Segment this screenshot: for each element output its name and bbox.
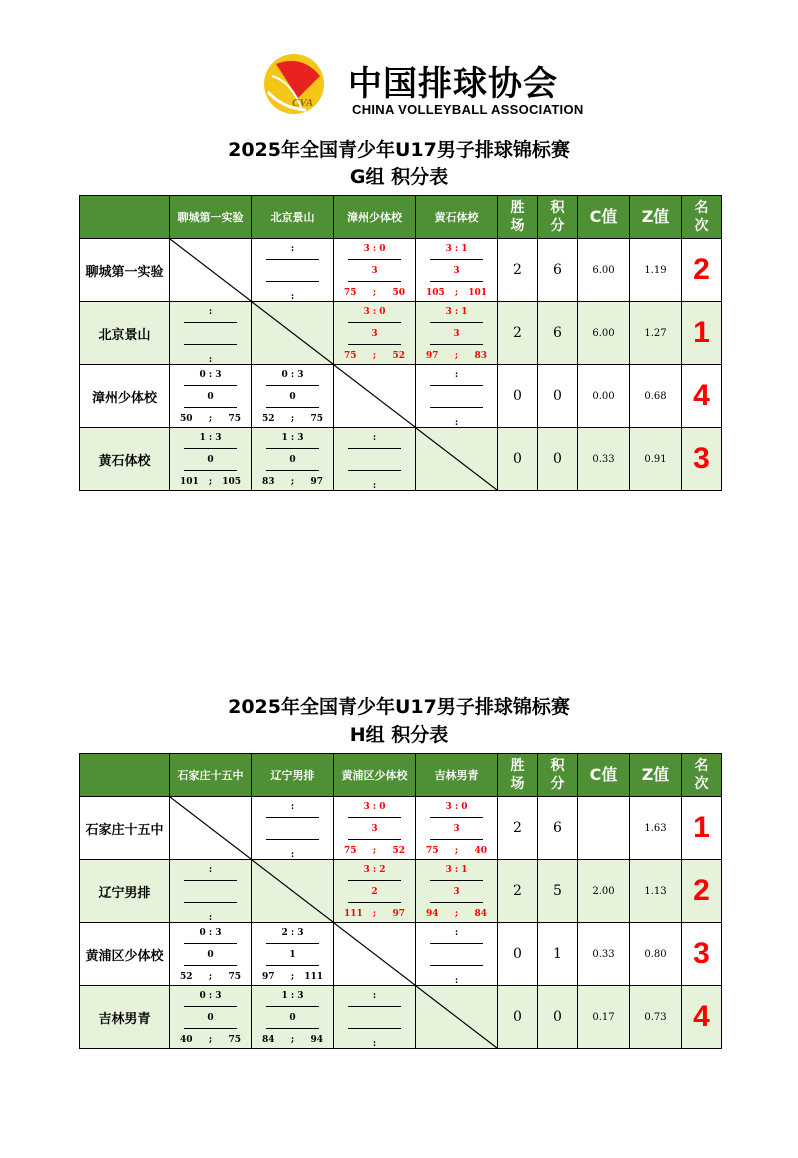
rank-header: 名次 bbox=[682, 196, 722, 239]
match-score bbox=[416, 923, 497, 985]
diagonal-line bbox=[170, 797, 251, 859]
match-rally-points: 101 ; 105 bbox=[180, 477, 241, 487]
points-value: 6 bbox=[538, 797, 578, 860]
group-g-standings-table bbox=[79, 195, 722, 491]
table-row bbox=[80, 797, 722, 860]
match-set-score: 2 : 3 bbox=[281, 928, 304, 938]
match-set-score: 0 : 3 bbox=[199, 928, 222, 938]
wins-value: 2 bbox=[498, 860, 538, 923]
c-value-header: C值 bbox=[578, 754, 630, 797]
match-rally-points: 83 ; 97 bbox=[262, 477, 323, 487]
z-value: 0.80 bbox=[630, 923, 682, 986]
match-result-cell bbox=[252, 923, 334, 986]
rank-value: 4 bbox=[682, 365, 722, 428]
match-result-cell bbox=[252, 365, 334, 428]
match-set-score: 3 : 0 bbox=[363, 244, 386, 254]
match-set-score: : bbox=[372, 991, 377, 1001]
match-score bbox=[252, 986, 333, 1048]
match-rally-points: 75 ; 50 bbox=[344, 288, 405, 298]
row-team-name: 北京景山 bbox=[80, 302, 170, 365]
match-set-score: 3 : 2 bbox=[363, 865, 386, 875]
match-rally-points: 52 ; 75 bbox=[262, 414, 323, 424]
match-result-cell bbox=[416, 365, 498, 428]
svg-text:CVA: CVA bbox=[292, 97, 314, 109]
match-score bbox=[416, 239, 497, 301]
match-score bbox=[334, 239, 415, 301]
table-g-subtitle: G组 积分表 bbox=[349, 166, 449, 188]
match-rally-points: : bbox=[454, 418, 459, 428]
match-result-cell bbox=[170, 365, 252, 428]
match-score bbox=[416, 860, 497, 922]
column-header-team: 黄石体校 bbox=[416, 196, 498, 239]
match-score bbox=[252, 365, 333, 427]
match-result-cell bbox=[252, 428, 334, 491]
match-score bbox=[170, 986, 251, 1048]
match-score bbox=[252, 797, 333, 859]
match-set-score: 3 : 0 bbox=[363, 802, 386, 812]
wins-value: 0 bbox=[498, 365, 538, 428]
table-row bbox=[80, 302, 722, 365]
z-value: 1.63 bbox=[630, 797, 682, 860]
wins-header: 胜场 bbox=[498, 196, 538, 239]
z-value-header: Z值 bbox=[630, 196, 682, 239]
rank-value: 1 bbox=[682, 797, 722, 860]
z-value: 0.91 bbox=[630, 428, 682, 491]
match-set-score: : bbox=[208, 865, 213, 875]
match-rally-points: : bbox=[372, 1039, 377, 1049]
match-rally-points: 97 ; 111 bbox=[262, 972, 323, 982]
header-corner-cell bbox=[80, 754, 170, 797]
points-value: 5 bbox=[538, 860, 578, 923]
match-result-cell bbox=[170, 302, 252, 365]
logo-english-name: CHINA VOLLEYBALL ASSOCIATION bbox=[352, 102, 584, 117]
diagonal-cell bbox=[416, 986, 498, 1049]
rank-value: 3 bbox=[682, 923, 722, 986]
match-score bbox=[170, 365, 251, 427]
cva-logo bbox=[262, 52, 584, 124]
match-score bbox=[334, 860, 415, 922]
match-score bbox=[170, 302, 251, 364]
match-result-cell bbox=[416, 797, 498, 860]
match-result-cell bbox=[170, 428, 252, 491]
match-score bbox=[334, 797, 415, 859]
diagonal-line bbox=[334, 923, 415, 985]
table-row bbox=[80, 428, 722, 491]
diagonal-cell bbox=[170, 797, 252, 860]
header-corner-cell bbox=[80, 196, 170, 239]
c-value: 0.33 bbox=[578, 923, 630, 986]
match-rally-points: 94 ; 84 bbox=[426, 909, 487, 919]
c-value: 0.33 bbox=[578, 428, 630, 491]
rank-value: 3 bbox=[682, 428, 722, 491]
match-rally-points: 50 ; 75 bbox=[180, 414, 241, 424]
match-result-cell bbox=[416, 302, 498, 365]
z-value: 1.13 bbox=[630, 860, 682, 923]
column-header-team: 辽宁男排 bbox=[252, 754, 334, 797]
points-header: 积分 bbox=[538, 754, 578, 797]
points-header: 积分 bbox=[538, 196, 578, 239]
match-score bbox=[416, 302, 497, 364]
match-result-cell bbox=[416, 923, 498, 986]
diagonal-cell bbox=[252, 302, 334, 365]
column-header-team: 聊城第一实验 bbox=[170, 196, 252, 239]
match-set-score: 0 : 3 bbox=[199, 370, 222, 380]
match-points: 3 bbox=[453, 266, 460, 276]
match-result-cell bbox=[334, 986, 416, 1049]
match-result-cell bbox=[334, 428, 416, 491]
match-result-cell bbox=[170, 860, 252, 923]
match-score bbox=[170, 860, 251, 922]
match-score bbox=[252, 923, 333, 985]
row-team-name: 黄石体校 bbox=[80, 428, 170, 491]
match-rally-points: : bbox=[290, 292, 295, 302]
match-score bbox=[170, 428, 251, 490]
match-result-cell bbox=[334, 860, 416, 923]
column-header-team: 黄浦区少体校 bbox=[334, 754, 416, 797]
c-value: 0.00 bbox=[578, 365, 630, 428]
match-result-cell bbox=[170, 923, 252, 986]
table-h-subtitle: H组 积分表 bbox=[349, 724, 449, 746]
c-value: 6.00 bbox=[578, 302, 630, 365]
match-set-score: 3 : 0 bbox=[363, 307, 386, 317]
match-set-score: : bbox=[290, 802, 295, 812]
match-set-score: : bbox=[208, 307, 213, 317]
diagonal-line bbox=[334, 365, 415, 427]
z-value-header: Z值 bbox=[630, 754, 682, 797]
table-row bbox=[80, 860, 722, 923]
wins-value: 2 bbox=[498, 797, 538, 860]
match-set-score: 1 : 3 bbox=[281, 991, 304, 1001]
z-value: 0.68 bbox=[630, 365, 682, 428]
match-rally-points: 40 ; 75 bbox=[180, 1035, 241, 1045]
points-value: 0 bbox=[538, 428, 578, 491]
c-value: 6.00 bbox=[578, 239, 630, 302]
match-result-cell bbox=[252, 239, 334, 302]
match-rally-points: 111 ; 97 bbox=[344, 909, 405, 919]
match-set-score: 0 : 3 bbox=[281, 370, 304, 380]
match-set-score: 3 : 0 bbox=[445, 802, 468, 812]
group-h-standings-table bbox=[79, 753, 722, 1049]
rank-value: 2 bbox=[682, 860, 722, 923]
rank-value: 2 bbox=[682, 239, 722, 302]
match-set-score: 3 : 1 bbox=[445, 307, 468, 317]
match-score bbox=[334, 302, 415, 364]
row-team-name: 黄浦区少体校 bbox=[80, 923, 170, 986]
match-points: 3 bbox=[371, 824, 378, 834]
match-points: 3 bbox=[453, 824, 460, 834]
row-team-name: 漳州少体校 bbox=[80, 365, 170, 428]
z-value: 1.27 bbox=[630, 302, 682, 365]
table-row bbox=[80, 986, 722, 1049]
match-points: 0 bbox=[289, 392, 296, 402]
column-header-team: 漳州少体校 bbox=[334, 196, 416, 239]
points-value: 1 bbox=[538, 923, 578, 986]
column-header-team: 石家庄十五中 bbox=[170, 754, 252, 797]
match-set-score: 3 : 1 bbox=[445, 244, 468, 254]
match-rally-points: : bbox=[454, 976, 459, 986]
volleyball-logo-icon bbox=[262, 52, 326, 116]
wins-value: 2 bbox=[498, 302, 538, 365]
match-rally-points: 75 ; 40 bbox=[426, 846, 487, 856]
match-rally-points: : bbox=[372, 481, 377, 491]
wins-value: 2 bbox=[498, 239, 538, 302]
wins-value: 0 bbox=[498, 986, 538, 1049]
match-set-score: 1 : 3 bbox=[199, 433, 222, 443]
column-header-team: 吉林男青 bbox=[416, 754, 498, 797]
match-points: 0 bbox=[207, 392, 214, 402]
table-g-title: 2025年全国青少年U17男子排球锦标赛 bbox=[228, 139, 570, 161]
diagonal-line bbox=[252, 860, 333, 922]
match-result-cell bbox=[252, 797, 334, 860]
z-value: 1.19 bbox=[630, 239, 682, 302]
match-result-cell bbox=[334, 302, 416, 365]
match-points: 3 bbox=[453, 329, 460, 339]
match-score bbox=[252, 239, 333, 301]
diagonal-cell bbox=[416, 428, 498, 491]
match-set-score: : bbox=[290, 244, 295, 254]
z-value: 0.73 bbox=[630, 986, 682, 1049]
match-rally-points: 52 ; 75 bbox=[180, 972, 241, 982]
match-rally-points: : bbox=[208, 913, 213, 923]
match-points: 0 bbox=[207, 455, 214, 465]
points-value: 0 bbox=[538, 365, 578, 428]
match-set-score: : bbox=[372, 433, 377, 443]
points-value: 6 bbox=[538, 239, 578, 302]
row-team-name: 聊城第一实验 bbox=[80, 239, 170, 302]
diagonal-line bbox=[170, 239, 251, 301]
match-result-cell bbox=[416, 239, 498, 302]
diagonal-line bbox=[416, 986, 497, 1048]
match-rally-points: 105 ; 101 bbox=[426, 288, 487, 298]
match-rally-points: : bbox=[208, 355, 213, 365]
match-points: 1 bbox=[289, 950, 296, 960]
row-team-name: 吉林男青 bbox=[80, 986, 170, 1049]
match-score bbox=[334, 428, 415, 490]
rank-value: 1 bbox=[682, 302, 722, 365]
diagonal-cell bbox=[334, 365, 416, 428]
rank-value: 4 bbox=[682, 986, 722, 1049]
diagonal-cell bbox=[334, 923, 416, 986]
match-points: 0 bbox=[207, 950, 214, 960]
match-score bbox=[334, 986, 415, 1048]
c-value-header: C值 bbox=[578, 196, 630, 239]
match-rally-points: 75 ; 52 bbox=[344, 846, 405, 856]
table-h-title: 2025年全国青少年U17男子排球锦标赛 bbox=[228, 696, 570, 718]
row-team-name: 石家庄十五中 bbox=[80, 797, 170, 860]
match-result-cell bbox=[334, 797, 416, 860]
wins-value: 0 bbox=[498, 923, 538, 986]
match-points: 3 bbox=[371, 329, 378, 339]
diagonal-line bbox=[252, 302, 333, 364]
match-rally-points: 97 ; 83 bbox=[426, 351, 487, 361]
match-set-score: 0 : 3 bbox=[199, 991, 222, 1001]
match-points: 0 bbox=[207, 1013, 214, 1023]
match-score bbox=[170, 923, 251, 985]
match-result-cell bbox=[252, 986, 334, 1049]
match-score bbox=[252, 428, 333, 490]
match-set-score: 1 : 3 bbox=[281, 433, 304, 443]
diagonal-cell bbox=[170, 239, 252, 302]
table-row bbox=[80, 239, 722, 302]
rank-header: 名次 bbox=[682, 754, 722, 797]
wins-value: 0 bbox=[498, 428, 538, 491]
c-value bbox=[578, 797, 630, 860]
c-value: 0.17 bbox=[578, 986, 630, 1049]
match-result-cell bbox=[416, 860, 498, 923]
match-points: 3 bbox=[453, 887, 460, 897]
match-points: 0 bbox=[289, 1013, 296, 1023]
match-rally-points: : bbox=[290, 850, 295, 860]
row-team-name: 辽宁男排 bbox=[80, 860, 170, 923]
match-points: 2 bbox=[371, 887, 378, 897]
points-value: 0 bbox=[538, 986, 578, 1049]
column-header-team: 北京景山 bbox=[252, 196, 334, 239]
diagonal-cell bbox=[252, 860, 334, 923]
match-set-score: 3 : 1 bbox=[445, 865, 468, 875]
match-set-score: : bbox=[454, 928, 459, 938]
table-row bbox=[80, 365, 722, 428]
match-points: 3 bbox=[371, 266, 378, 276]
wins-header: 胜场 bbox=[498, 754, 538, 797]
table-row bbox=[80, 923, 722, 986]
points-value: 6 bbox=[538, 302, 578, 365]
c-value: 2.00 bbox=[578, 860, 630, 923]
diagonal-line bbox=[416, 428, 497, 490]
match-rally-points: 84 ; 94 bbox=[262, 1035, 323, 1045]
match-set-score: : bbox=[454, 370, 459, 380]
match-score bbox=[416, 797, 497, 859]
logo-chinese-name: 中国排球协会 bbox=[348, 64, 558, 104]
match-result-cell bbox=[334, 239, 416, 302]
match-result-cell bbox=[170, 986, 252, 1049]
match-points: 0 bbox=[289, 455, 296, 465]
match-score bbox=[416, 365, 497, 427]
match-rally-points: 75 ; 52 bbox=[344, 351, 405, 361]
